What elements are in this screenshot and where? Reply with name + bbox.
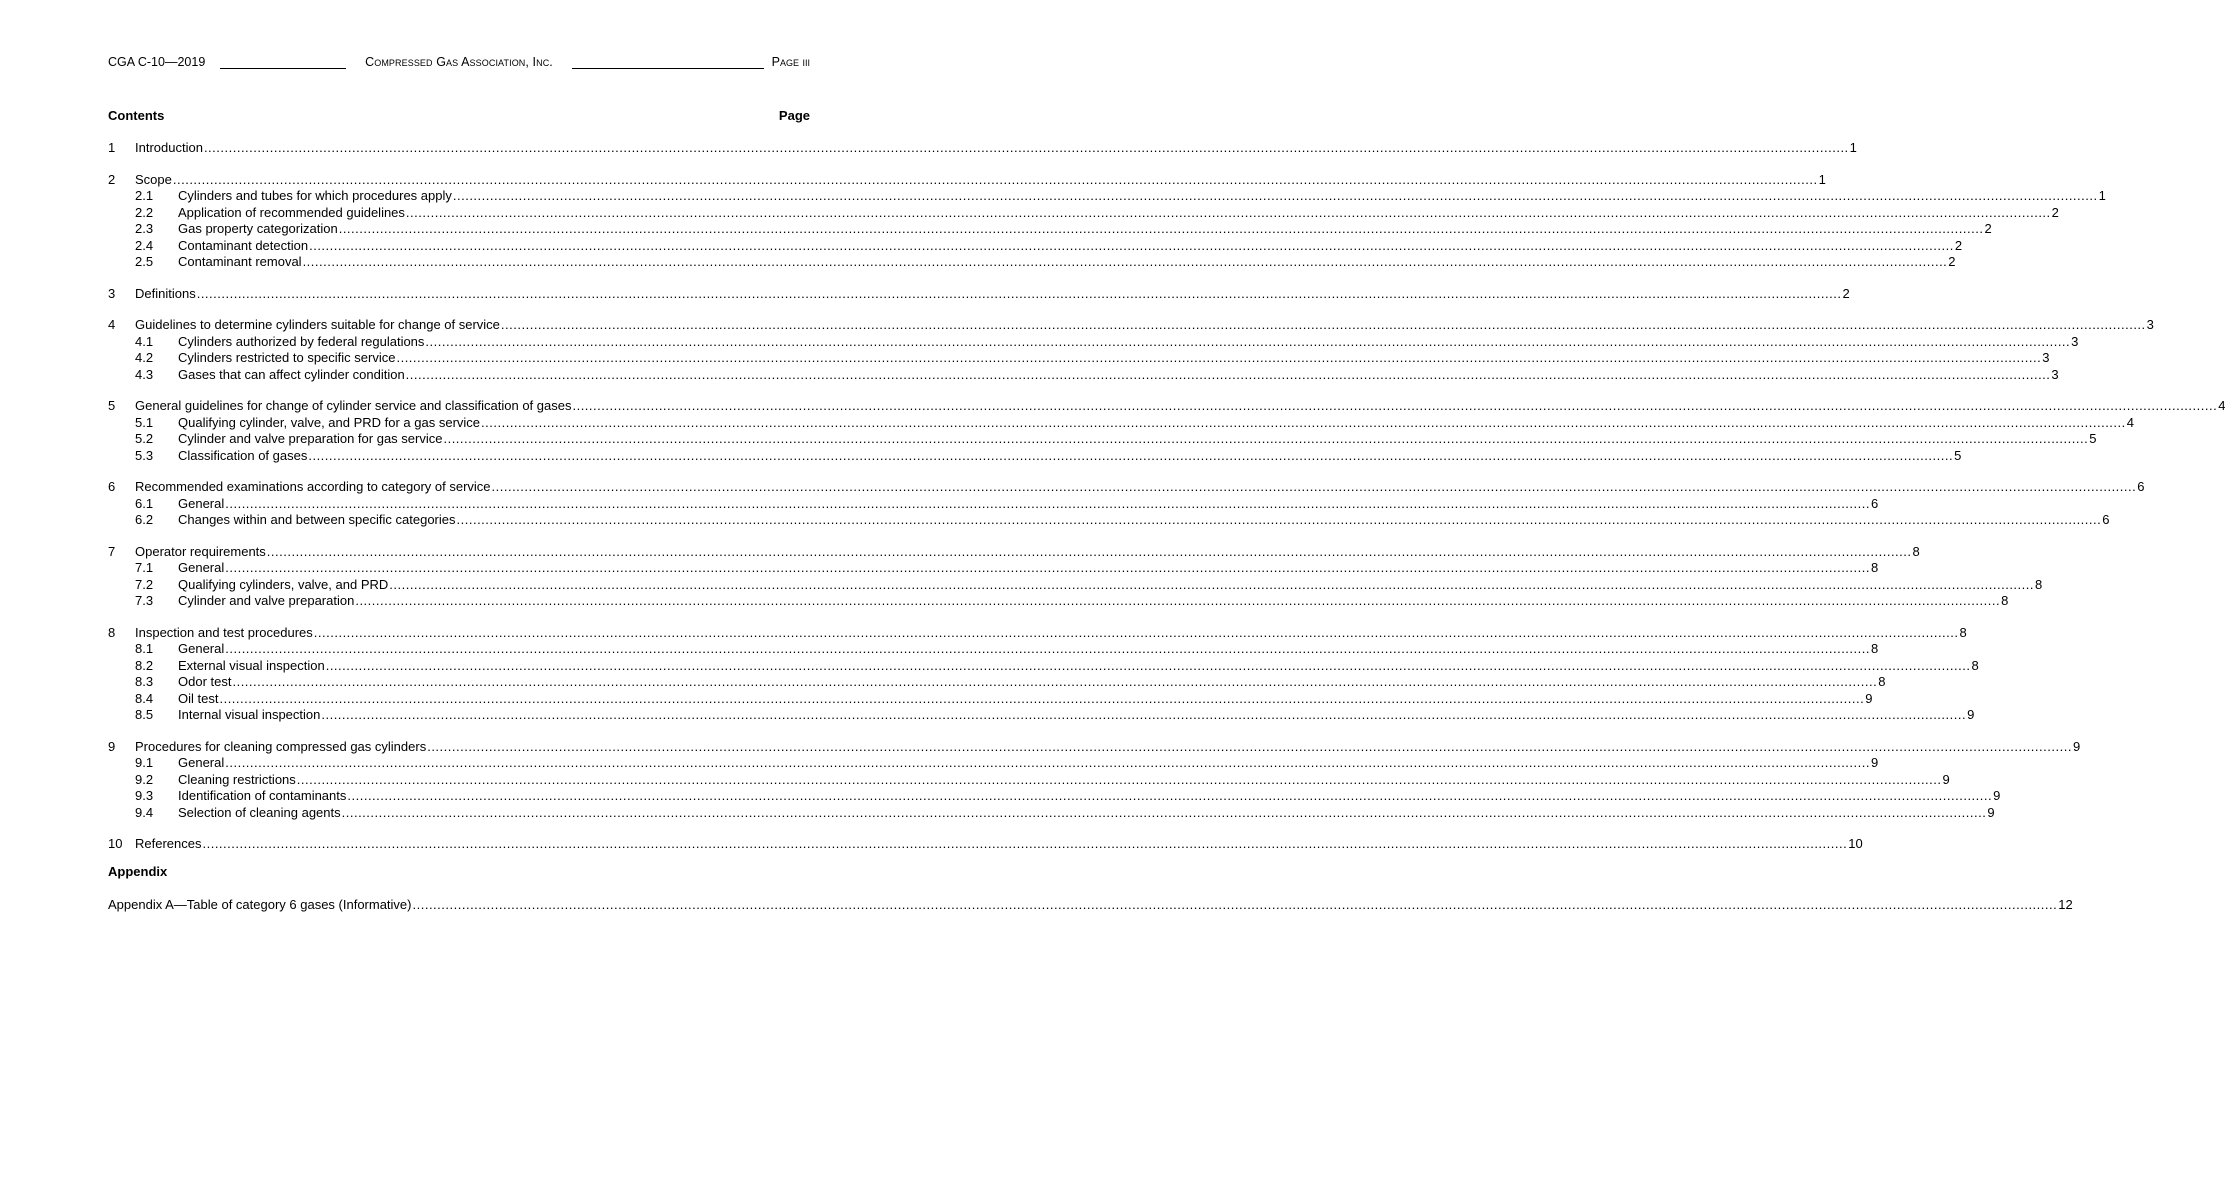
toc-entry-title: Definitions xyxy=(135,285,196,301)
dot-leader: ................................................................................................................................................................................................................................................................................................................................................................................................................ xyxy=(427,738,2072,754)
toc-entry-title: Procedures for cleaning compressed gas cylinders xyxy=(135,738,427,754)
toc-subsection-entry[interactable] xyxy=(108,674,1886,691)
contents-title: Contents xyxy=(108,108,165,123)
dot-leader: ................................................................................................................................................................................................................................................................................................................................................................................................................ xyxy=(296,771,1942,787)
toc-entry-page: 2 xyxy=(1954,237,1963,253)
toc-entry-number: 6.1 xyxy=(135,495,154,511)
toc-subsection-entry[interactable] xyxy=(108,707,1975,724)
toc-entry-title: Contaminant removal xyxy=(178,254,302,269)
toc-section-group xyxy=(108,738,2081,822)
toc-entry-page: 12 xyxy=(2058,897,2073,912)
toc-subsection-entry[interactable] xyxy=(108,204,2059,222)
toc-entry-page: 8 xyxy=(2001,593,2009,608)
toc-entry-number: 4.1 xyxy=(135,333,154,349)
contents-heading xyxy=(108,108,810,126)
dot-leader: ................................................................................................................................................................................................................................................................................................................................................................................................................ xyxy=(172,171,1818,187)
toc-entry-number: 4.2 xyxy=(135,350,154,365)
toc-entry-number: 8.1 xyxy=(135,641,154,656)
toc-entry-title: Oil test xyxy=(178,690,219,706)
toc-entry-title: Cleaning restrictions xyxy=(178,771,296,787)
table-of-contents xyxy=(108,140,2225,868)
dot-leader: ................................................................................................................................................................................................................................................................................................................................................................................................................ xyxy=(225,560,1870,575)
toc-entry-page: 8 xyxy=(1878,674,1886,689)
dot-leader: ................................................................................................................................................................................................................................................................................................................................................................................................................ xyxy=(225,495,1870,511)
toc-entry-title: Recommended examinations according to category of service xyxy=(135,479,491,494)
dot-leader: ................................................................................................................................................................................................................................................................................................................................................................................................................ xyxy=(219,690,1865,706)
dot-leader: ................................................................................................................................................................................................................................................................................................................................................................................................................ xyxy=(389,576,2034,592)
dot-leader: ................................................................................................................................................................................................................................................................................................................................................................................................................ xyxy=(325,657,1971,673)
toc-entry-title: Selection of cleaning agents xyxy=(178,804,341,820)
toc-entry-number: 9.4 xyxy=(135,804,154,820)
page-number: Page iii xyxy=(771,55,810,69)
toc-section-entry[interactable] xyxy=(108,624,1967,642)
toc-subsection-entry[interactable] xyxy=(108,188,2106,205)
toc-section-entry[interactable] xyxy=(108,398,2225,415)
toc-entry-page: 8 xyxy=(1912,543,1920,559)
dot-leader: ................................................................................................................................................................................................................................................................................................................................................................................................................ xyxy=(338,221,1984,236)
dot-leader: ................................................................................................................................................................................................................................................................................................................................................................................................................ xyxy=(443,431,2089,446)
toc-subsection-entry[interactable] xyxy=(108,366,2059,384)
toc-entry-page: 9 xyxy=(1967,707,1975,722)
dot-leader: ................................................................................................................................................................................................................................................................................................................................................................................................................ xyxy=(225,641,1870,656)
toc-entry-number: 1 xyxy=(108,140,116,155)
toc-subsection-entry[interactable] xyxy=(108,560,1879,577)
toc-entry-number: 7 xyxy=(108,543,116,559)
toc-subsection-entry[interactable] xyxy=(108,593,2009,610)
toc-entry-page: 10 xyxy=(1848,836,1863,851)
dot-leader: ................................................................................................................................................................................................................................................................................................................................................................................................................ xyxy=(309,237,1954,253)
toc-entry-title: General guidelines for change of cylinder service and classification of gases xyxy=(135,398,572,413)
toc-entry-title: Cylinders restricted to specific service xyxy=(178,350,396,365)
toc-entry-title: Guidelines to determine cylinders suitable for change of service xyxy=(135,317,500,332)
toc-entry-number: 2.1 xyxy=(135,188,154,203)
running-header xyxy=(108,54,810,70)
toc-subsection-entry[interactable] xyxy=(108,333,2079,351)
toc-entry-number: 3 xyxy=(108,285,116,301)
toc-section-entry[interactable] xyxy=(108,479,2145,496)
toc-section-group xyxy=(108,398,2225,464)
toc-entry-title: Changes within and between specific categories xyxy=(178,512,456,527)
toc-entry-number: 7.1 xyxy=(135,560,154,575)
toc-entry-page: 3 xyxy=(2146,317,2154,332)
toc-entry-page: 8 xyxy=(2035,576,2043,592)
dot-leader: ................................................................................................................................................................................................................................................................................................................................................................................................................ xyxy=(341,804,1987,820)
dot-leader: ................................................................................................................................................................................................................................................................................................................................................................................................................ xyxy=(412,897,2058,912)
toc-entry-number: 10 xyxy=(108,836,123,851)
dot-leader: ................................................................................................................................................................................................................................................................................................................................................................................................................ xyxy=(456,512,2102,527)
toc-subsection-entry[interactable] xyxy=(108,576,2043,594)
toc-section-group xyxy=(108,285,1850,303)
toc-entry-title: General xyxy=(178,755,225,770)
toc-entry-number: 9.2 xyxy=(135,771,154,787)
toc-subsection-entry[interactable] xyxy=(108,804,1995,822)
toc-entry-page: 8 xyxy=(1959,624,1967,640)
toc-entry-title: Qualifying cylinder, valve, and PRD for a gas service xyxy=(178,414,481,430)
dot-leader: ................................................................................................................................................................................................................................................................................................................................................................................................................ xyxy=(452,188,2098,203)
dot-leader: ................................................................................................................................................................................................................................................................................................................................................................................................................ xyxy=(481,414,2126,430)
toc-entry-page: 6 xyxy=(2102,512,2110,527)
toc-entry-title: Contaminant detection xyxy=(178,237,309,253)
toc-entry-page: 4 xyxy=(2218,398,2225,413)
toc-subsection-entry[interactable] xyxy=(108,641,1879,658)
toc-entry-title: Gases that can affect cylinder condition xyxy=(178,366,405,382)
toc-subsection-entry[interactable] xyxy=(108,755,1879,772)
toc-entry-number: 6.2 xyxy=(135,512,154,527)
toc-entry-number: 9.3 xyxy=(135,788,154,803)
toc-entry-title: Odor test xyxy=(178,674,232,689)
toc-entry-title: General xyxy=(178,495,225,511)
toc-section-entry[interactable] xyxy=(108,317,2154,334)
toc-entry-number: 8.2 xyxy=(135,657,154,673)
appendix-heading: Appendix xyxy=(108,864,168,879)
dot-leader: ................................................................................................................................................................................................................................................................................................................................................................................................................ xyxy=(572,398,2218,413)
dot-leader: ................................................................................................................................................................................................................................................................................................................................................................................................................ xyxy=(321,707,1967,722)
toc-subsection-entry[interactable] xyxy=(108,350,2050,367)
toc-subsection-entry[interactable] xyxy=(108,447,1962,465)
toc-entry-title: Appendix A—Table of category 6 gases (Informative) xyxy=(108,897,412,912)
toc-section-entry[interactable] xyxy=(108,171,1826,189)
toc-entry-number: 7.3 xyxy=(135,593,154,608)
toc-entry-page: 8 xyxy=(1870,641,1879,656)
dot-leader: ................................................................................................................................................................................................................................................................................................................................................................................................................ xyxy=(500,317,2146,332)
toc-entry-number: 5 xyxy=(108,398,116,413)
toc-entry-title: Cylinder and valve preparation xyxy=(178,593,355,608)
toc-entry-number: 9.1 xyxy=(135,755,154,770)
toc-subsection-entry[interactable] xyxy=(108,771,1950,789)
publisher-name: Compressed Gas Association, Inc. xyxy=(346,54,572,70)
toc-entry-title: Application of recommended guidelines xyxy=(178,204,405,220)
toc-appendix-entry[interactable] xyxy=(108,897,2073,914)
toc-section-entry[interactable] xyxy=(108,836,1863,853)
dot-leader: ................................................................................................................................................................................................................................................................................................................................................................................................................ xyxy=(396,350,2042,365)
toc-entry-number: 5.2 xyxy=(135,431,154,446)
toc-entry-number: 2.2 xyxy=(135,204,154,220)
toc-entry-title: Identification of contaminants xyxy=(178,788,347,803)
toc-entry-page: 8 xyxy=(1870,560,1879,575)
dot-leader: ................................................................................................................................................................................................................................................................................................................................................................................................................ xyxy=(302,254,1948,269)
dot-leader: ................................................................................................................................................................................................................................................................................................................................................................................................................ xyxy=(225,755,1870,770)
toc-entry-number: 8.3 xyxy=(135,674,154,689)
dot-leader: ................................................................................................................................................................................................................................................................................................................................................................................................................ xyxy=(196,285,1842,301)
toc-entry-number: 2.4 xyxy=(135,237,154,253)
toc-entry-page: 6 xyxy=(2137,479,2145,494)
toc-entry-title: References xyxy=(135,836,202,851)
toc-entry-page: 3 xyxy=(2071,333,2079,349)
toc-section-entry[interactable] xyxy=(108,140,1857,157)
toc-section-entry[interactable] xyxy=(108,738,2081,756)
dot-leader: ................................................................................................................................................................................................................................................................................................................................................................................................................ xyxy=(355,593,2001,608)
toc-entry-page: 4 xyxy=(2126,414,2134,430)
toc-entry-title: Scope xyxy=(135,171,172,187)
toc-entry-title: General xyxy=(178,560,225,575)
toc-entry-title: Cylinders authorized by federal regulations xyxy=(178,333,425,349)
dot-leader: ................................................................................................................................................................................................................................................................................................................................................................................................................ xyxy=(203,140,1849,155)
dot-leader: ................................................................................................................................................................................................................................................................................................................................................................................................................ xyxy=(491,479,2137,494)
dot-leader: ................................................................................................................................................................................................................................................................................................................................................................................................................ xyxy=(308,447,1954,463)
toc-entry-page: 3 xyxy=(2042,350,2050,365)
toc-entry-page: 2 xyxy=(1842,285,1850,301)
toc-entry-number: 4 xyxy=(108,317,116,332)
toc-entry-title: Inspection and test procedures xyxy=(135,624,313,640)
toc-subsection-entry[interactable] xyxy=(108,431,2097,448)
dot-leader: ................................................................................................................................................................................................................................................................................................................................................................................................................ xyxy=(313,624,1959,640)
toc-entry-page: 9 xyxy=(1865,690,1873,706)
toc-entry-page: 2 xyxy=(1984,221,1992,236)
toc-entry-number: 8 xyxy=(108,624,116,640)
toc-entry-number: 7.2 xyxy=(135,576,154,592)
appendix-list xyxy=(108,897,2073,914)
toc-subsection-entry[interactable] xyxy=(108,414,2134,432)
toc-entry-page: 5 xyxy=(2089,431,2097,446)
toc-entry-number: 9 xyxy=(108,738,116,754)
toc-entry-title: Classification of gases xyxy=(178,447,308,463)
toc-entry-number: 8.5 xyxy=(135,707,154,722)
toc-section-group xyxy=(108,624,1979,724)
toc-entry-title: Cylinders and tubes for which procedures apply xyxy=(178,188,452,203)
toc-entry-number: 5.3 xyxy=(135,447,154,463)
toc-entry-number: 5.1 xyxy=(135,414,154,430)
toc-section-group xyxy=(108,171,2106,271)
toc-entry-number: 4.3 xyxy=(135,366,154,382)
document-id: CGA C-10—2019 xyxy=(108,55,206,69)
toc-entry-number: 2.3 xyxy=(135,221,154,236)
toc-subsection-entry[interactable] xyxy=(108,512,2110,529)
toc-subsection-entry[interactable] xyxy=(108,495,1879,513)
toc-entry-page: 2 xyxy=(2051,204,2059,220)
toc-entry-title: Operator requirements xyxy=(135,543,266,559)
toc-subsection-entry[interactable] xyxy=(108,221,1992,238)
toc-entry-title: Cylinder and valve preparation for gas service xyxy=(178,431,443,446)
toc-entry-title: Internal visual inspection xyxy=(178,707,321,722)
dot-leader: ................................................................................................................................................................................................................................................................................................................................................................................................................ xyxy=(347,788,1993,803)
toc-subsection-entry[interactable] xyxy=(108,237,1963,255)
toc-entry-page: 9 xyxy=(1987,804,1995,820)
toc-entry-page: 9 xyxy=(2072,738,2081,754)
toc-entry-page: 1 xyxy=(1849,140,1857,155)
toc-section-group xyxy=(108,317,2154,383)
toc-entry-page: 9 xyxy=(1993,788,2001,803)
toc-entry-page: 1 xyxy=(1818,171,1826,187)
toc-section-group xyxy=(108,140,1857,157)
toc-entry-number: 6 xyxy=(108,479,116,494)
dot-leader: ................................................................................................................................................................................................................................................................................................................................................................................................................ xyxy=(266,543,1912,559)
toc-entry-number: 2.5 xyxy=(135,254,154,269)
toc-section-group xyxy=(108,836,1863,853)
page-column-label: Page xyxy=(778,108,810,123)
toc-entry-title: Qualifying cylinders, valve, and PRD xyxy=(178,576,389,592)
dot-leader: ................................................................................................................................................................................................................................................................................................................................................................................................................ xyxy=(202,836,1848,851)
toc-section-entry[interactable] xyxy=(108,543,1920,561)
toc-entry-page: 1 xyxy=(2098,188,2106,203)
toc-entry-title: General xyxy=(178,641,225,656)
toc-section-group xyxy=(108,543,2043,610)
toc-entry-page: 3 xyxy=(2051,366,2059,382)
toc-section-entry[interactable] xyxy=(108,285,1850,303)
toc-entry-title: External visual inspection xyxy=(178,657,325,673)
toc-entry-page: 6 xyxy=(1870,495,1879,511)
toc-entry-page: 5 xyxy=(1954,447,1962,463)
toc-subsection-entry[interactable] xyxy=(108,788,2001,805)
toc-subsection-entry[interactable] xyxy=(108,254,1956,271)
dot-leader: ................................................................................................................................................................................................................................................................................................................................................................................................................ xyxy=(425,333,2071,349)
dot-leader: ................................................................................................................................................................................................................................................................................................................................................................................................................ xyxy=(405,204,2051,220)
toc-entry-title: Introduction xyxy=(135,140,203,155)
toc-entry-page: 9 xyxy=(1942,771,1950,787)
toc-entry-number: 2 xyxy=(108,171,116,187)
toc-entry-page: 8 xyxy=(1971,657,1979,673)
toc-entry-title: Gas property categorization xyxy=(178,221,338,236)
toc-entry-page: 2 xyxy=(1948,254,1956,269)
toc-subsection-entry[interactable] xyxy=(108,690,1873,708)
toc-entry-page: 9 xyxy=(1870,755,1879,770)
toc-subsection-entry[interactable] xyxy=(108,657,1979,675)
toc-section-group xyxy=(108,479,2145,529)
toc-entry-number: 8.4 xyxy=(135,690,154,706)
dot-leader: ................................................................................................................................................................................................................................................................................................................................................................................................................ xyxy=(232,674,1878,689)
dot-leader: ................................................................................................................................................................................................................................................................................................................................................................................................................ xyxy=(405,366,2051,382)
